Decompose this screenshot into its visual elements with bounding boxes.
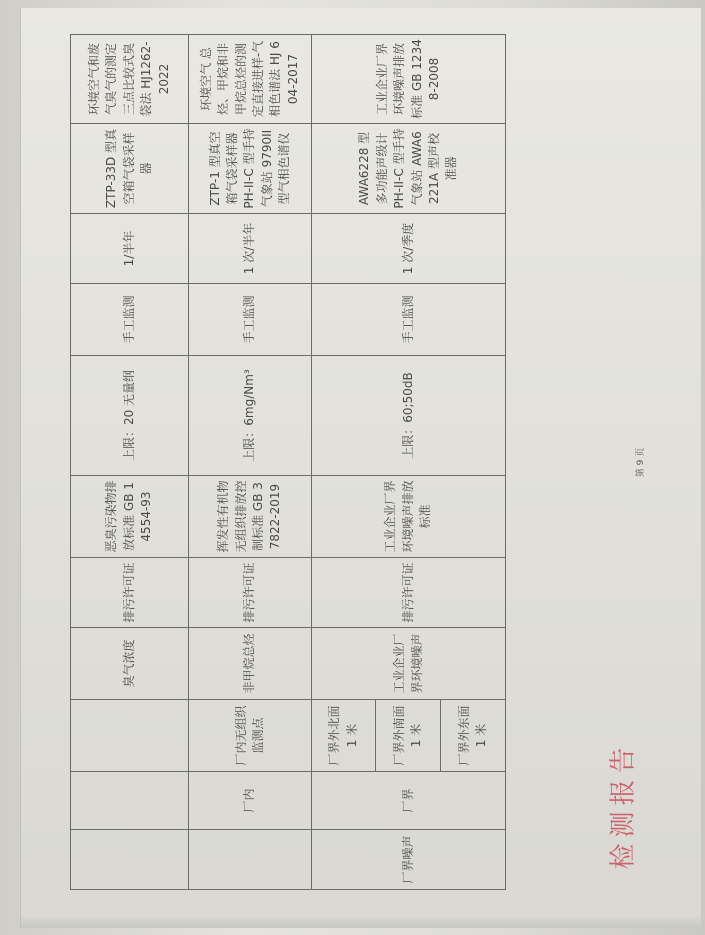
noise-method-cell: 手工监测 <box>312 284 506 356</box>
noise-standard-cell: 工业企业厂界环境噪声排放标准 <box>312 476 506 558</box>
limit-cell: 上限：20 无量纲 <box>71 356 189 476</box>
page-number: 第 9 页 <box>636 447 647 478</box>
table-row-factory <box>189 35 312 890</box>
category-cell-blank <box>71 830 189 890</box>
noise-pollutant-cell: 工业企业厂界环境噪声 <box>312 628 506 700</box>
standard-cell: 恶臭污染物排放标准 GB 14554-93 <box>71 476 189 558</box>
noise-point-north: 厂界外北面 1 米 <box>312 700 376 772</box>
noise-group-cell: 厂界 <box>312 772 506 830</box>
basis-cell: 排污许可证 <box>189 558 312 628</box>
paper-shadow <box>21 916 701 928</box>
table-row-noise-north <box>312 35 376 890</box>
instrument-cell: ZTP-33D 型真空箱气袋采样器 <box>71 124 189 214</box>
table-row-waste-gas <box>71 35 189 890</box>
limit-cell: 上限：6mg/Nm³ <box>189 356 312 476</box>
monitoring-table <box>70 34 506 890</box>
noise-point-south: 厂界外南面 1 米 <box>376 700 441 772</box>
rotated-table-wrapper <box>70 35 505 890</box>
category-cell-blank <box>189 830 312 890</box>
basis-cell: 排污许可证 <box>71 558 189 628</box>
instrument-cell: ZTP-1 型真空箱气袋采样器 PH-II-C 型手持气象站 9790II 型气相色谱仪 <box>189 124 312 214</box>
noise-frequency-cell: 1 次/季度 <box>312 214 506 284</box>
frequency-cell: 1 次/半年 <box>189 214 312 284</box>
pollutant-cell: 臭气浓度 <box>71 628 189 700</box>
analysis-cell: 环境空气 总烃、甲烷和非甲烷总烃的测定直接进样-气相色谱法 HJ 604-2017 <box>189 35 312 124</box>
noise-limit-cell: 上限：60;50dB <box>312 356 506 476</box>
pollutant-cell: 非甲烷总烃 <box>189 628 312 700</box>
method-cell: 手工监测 <box>189 284 312 356</box>
noise-point-east: 厂界外东面 1 米 <box>441 700 506 772</box>
noise-instrument-cell: AWA6228 型多功能声级计 PH-II-C 型手持气象站 AWA6221A 型声校准器 <box>312 124 506 214</box>
group-cell-blank <box>71 772 189 830</box>
noise-category-cell: 厂界噪声 <box>312 830 506 890</box>
method-cell: 手工监测 <box>71 284 189 356</box>
red-stamp-mark <box>603 826 705 870</box>
group-cell: 厂内 <box>189 772 312 830</box>
standard-cell: 挥发性有机物无组织排放控制标准 GB 37822-2019 <box>189 476 312 558</box>
point-cell-blank <box>71 700 189 772</box>
analysis-cell: 环境空气和废气臭气的测定 三点比较式臭袋法 HJ1262-2022 <box>71 35 189 124</box>
noise-basis-cell: 排污许可证 <box>312 558 506 628</box>
noise-analysis-cell: 工业企业厂界环境噪声排放标准 GB 12348-2008 <box>312 35 506 124</box>
frequency-cell: 1/半年 <box>71 214 189 284</box>
point-cell: 厂内无组织监测点 <box>189 700 312 772</box>
